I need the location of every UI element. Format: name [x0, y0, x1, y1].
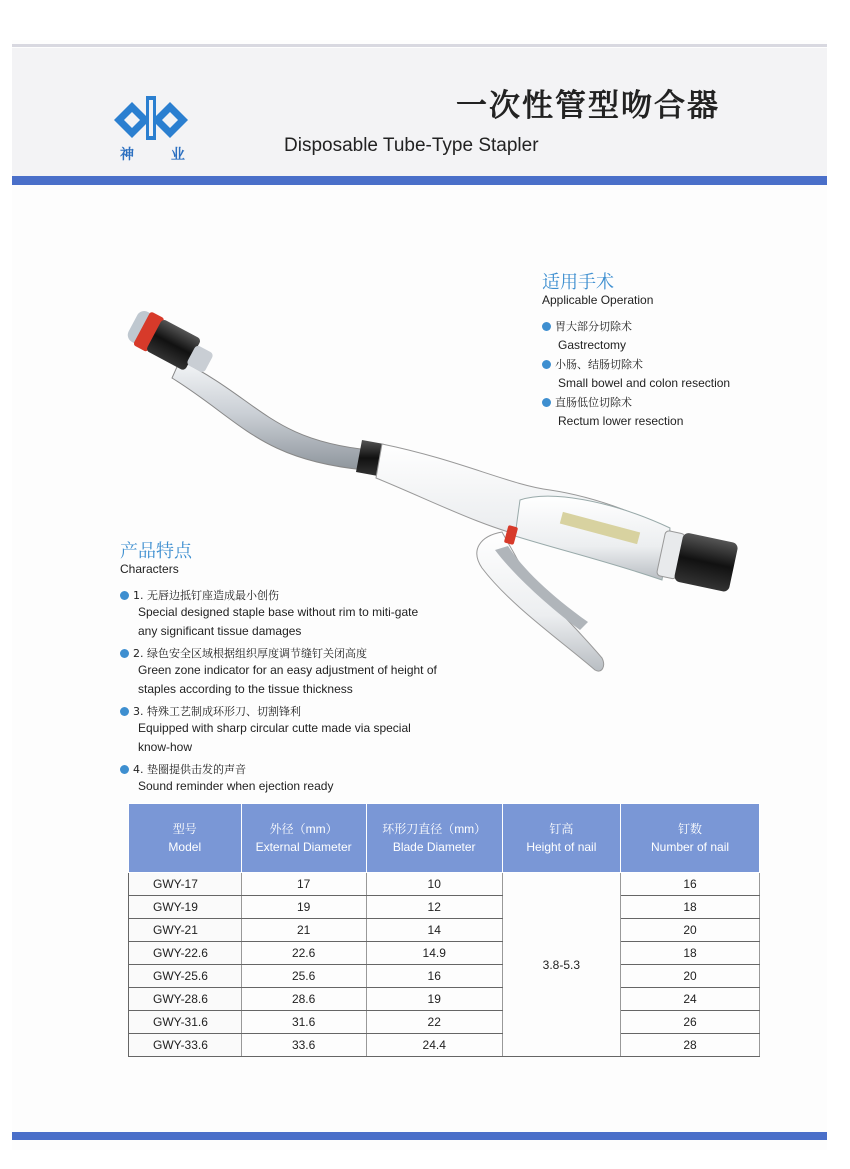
applicable-list	[542, 318, 812, 432]
header-number-of-nail: 钉数 Number of nail	[621, 804, 760, 873]
applicable-item-cn: 直肠低位切除术	[555, 396, 632, 409]
page-title-en: Disposable Tube-Type Stapler	[284, 135, 539, 156]
bullet-dot-icon	[542, 398, 551, 407]
bullet-dot-icon	[120, 765, 129, 774]
cell-nails: 26	[621, 1011, 760, 1034]
cell-blade: 10	[366, 873, 502, 896]
header-external-diameter: 外径（mm） External Diameter	[241, 804, 366, 873]
cell-model: GWY-17	[129, 873, 242, 896]
table-row	[129, 942, 760, 965]
list-item	[120, 645, 440, 699]
character-item-cn: 3. 特殊工艺制成环形刀、切割锋利	[133, 705, 301, 718]
character-item-cn: 1. 无唇边抵钉座造成最小创伤	[133, 589, 279, 602]
list-item	[120, 703, 440, 757]
applicable-item-cn: 胃大部分切除术	[555, 320, 632, 333]
table-row	[129, 1011, 760, 1034]
list-item	[542, 394, 812, 428]
table-row	[129, 873, 760, 896]
bullet-dot-icon	[542, 322, 551, 331]
character-item-cn: 2. 绿色安全区域根据组织厚度调节缝钉关闭高度	[133, 647, 367, 660]
cell-external: 33.6	[241, 1034, 366, 1057]
cell-blade: 16	[366, 965, 502, 988]
cell-external: 31.6	[241, 1011, 366, 1034]
cell-nails: 20	[621, 965, 760, 988]
cell-blade: 12	[366, 896, 502, 919]
cell-nails: 18	[621, 896, 760, 919]
characters-title-en: Characters	[120, 562, 179, 576]
table-row	[129, 988, 760, 1011]
cell-external: 19	[241, 896, 366, 919]
cell-nails: 24	[621, 988, 760, 1011]
character-item-en: Special designed staple base without rim to miti-gate any significant tissue damages	[138, 605, 419, 638]
list-item	[542, 318, 812, 352]
cell-nails: 28	[621, 1034, 760, 1057]
cell-blade: 14.9	[366, 942, 502, 965]
list-item	[120, 587, 440, 641]
applicable-item-en: Gastrectomy	[558, 338, 627, 352]
character-item-en: Equipped with sharp circular cutte made via special know-how	[138, 721, 411, 754]
cell-blade: 19	[366, 988, 502, 1011]
cell-height-of-nail: 3.8-5.3	[502, 873, 620, 1057]
applicable-title-cn: 适用手术	[542, 272, 614, 293]
cell-external: 28.6	[241, 988, 366, 1011]
cell-blade: 24.4	[366, 1034, 502, 1057]
top-border-line	[12, 44, 827, 47]
bullet-dot-icon	[120, 707, 129, 716]
cell-external: 17	[241, 873, 366, 896]
header-model: 型号 Model	[129, 804, 242, 873]
applicable-item-en: Small bowel and colon resection	[558, 376, 731, 390]
bullet-dot-icon	[120, 649, 129, 658]
footer-blue-rule	[12, 1132, 827, 1140]
cell-blade: 14	[366, 919, 502, 942]
character-item-cn: 4. 垫圈提供击发的声音	[133, 763, 246, 776]
characters-list	[120, 587, 440, 800]
page-title-cn: 一次性管型吻合器	[456, 88, 720, 124]
cell-blade: 22	[366, 1011, 502, 1034]
table-row	[129, 896, 760, 919]
character-item-en: Green zone indicator for an easy adjustment of height of staples according to the tissue thickness	[138, 663, 437, 696]
table-row	[129, 919, 760, 942]
cell-nails: 16	[621, 873, 760, 896]
table-row	[129, 1034, 760, 1057]
cell-model: GWY-19	[129, 896, 242, 919]
cell-model: GWY-28.6	[129, 988, 242, 1011]
list-item	[542, 356, 812, 390]
cell-external: 22.6	[241, 942, 366, 965]
table-header-row	[129, 804, 760, 873]
character-item-en: Sound reminder when ejection ready	[138, 779, 334, 793]
cell-model: GWY-33.6	[129, 1034, 242, 1057]
bullet-dot-icon	[120, 591, 129, 600]
applicable-item-en: Rectum lower resection	[558, 414, 684, 428]
cell-external: 25.6	[241, 965, 366, 988]
applicable-title-en: Applicable Operation	[542, 293, 654, 307]
header-blade-diameter: 环形刀直径（mm） Blade Diameter	[366, 804, 502, 873]
cell-model: GWY-25.6	[129, 965, 242, 988]
cell-nails: 20	[621, 919, 760, 942]
cell-model: GWY-22.6	[129, 942, 242, 965]
cell-model: GWY-21	[129, 919, 242, 942]
cell-model: GWY-31.6	[129, 1011, 242, 1034]
specifications-table	[128, 803, 760, 1057]
table-row	[129, 965, 760, 988]
header-blue-rule	[12, 176, 827, 185]
bullet-dot-icon	[542, 360, 551, 369]
characters-title-cn: 产品特点	[120, 541, 192, 562]
cell-external: 21	[241, 919, 366, 942]
applicable-item-cn: 小肠、结肠切除术	[555, 358, 643, 371]
header-height-of-nail: 钉高 Height of nail	[502, 804, 620, 873]
brand-name: 神 业	[120, 147, 201, 163]
cell-nails: 18	[621, 942, 760, 965]
list-item	[120, 761, 440, 796]
